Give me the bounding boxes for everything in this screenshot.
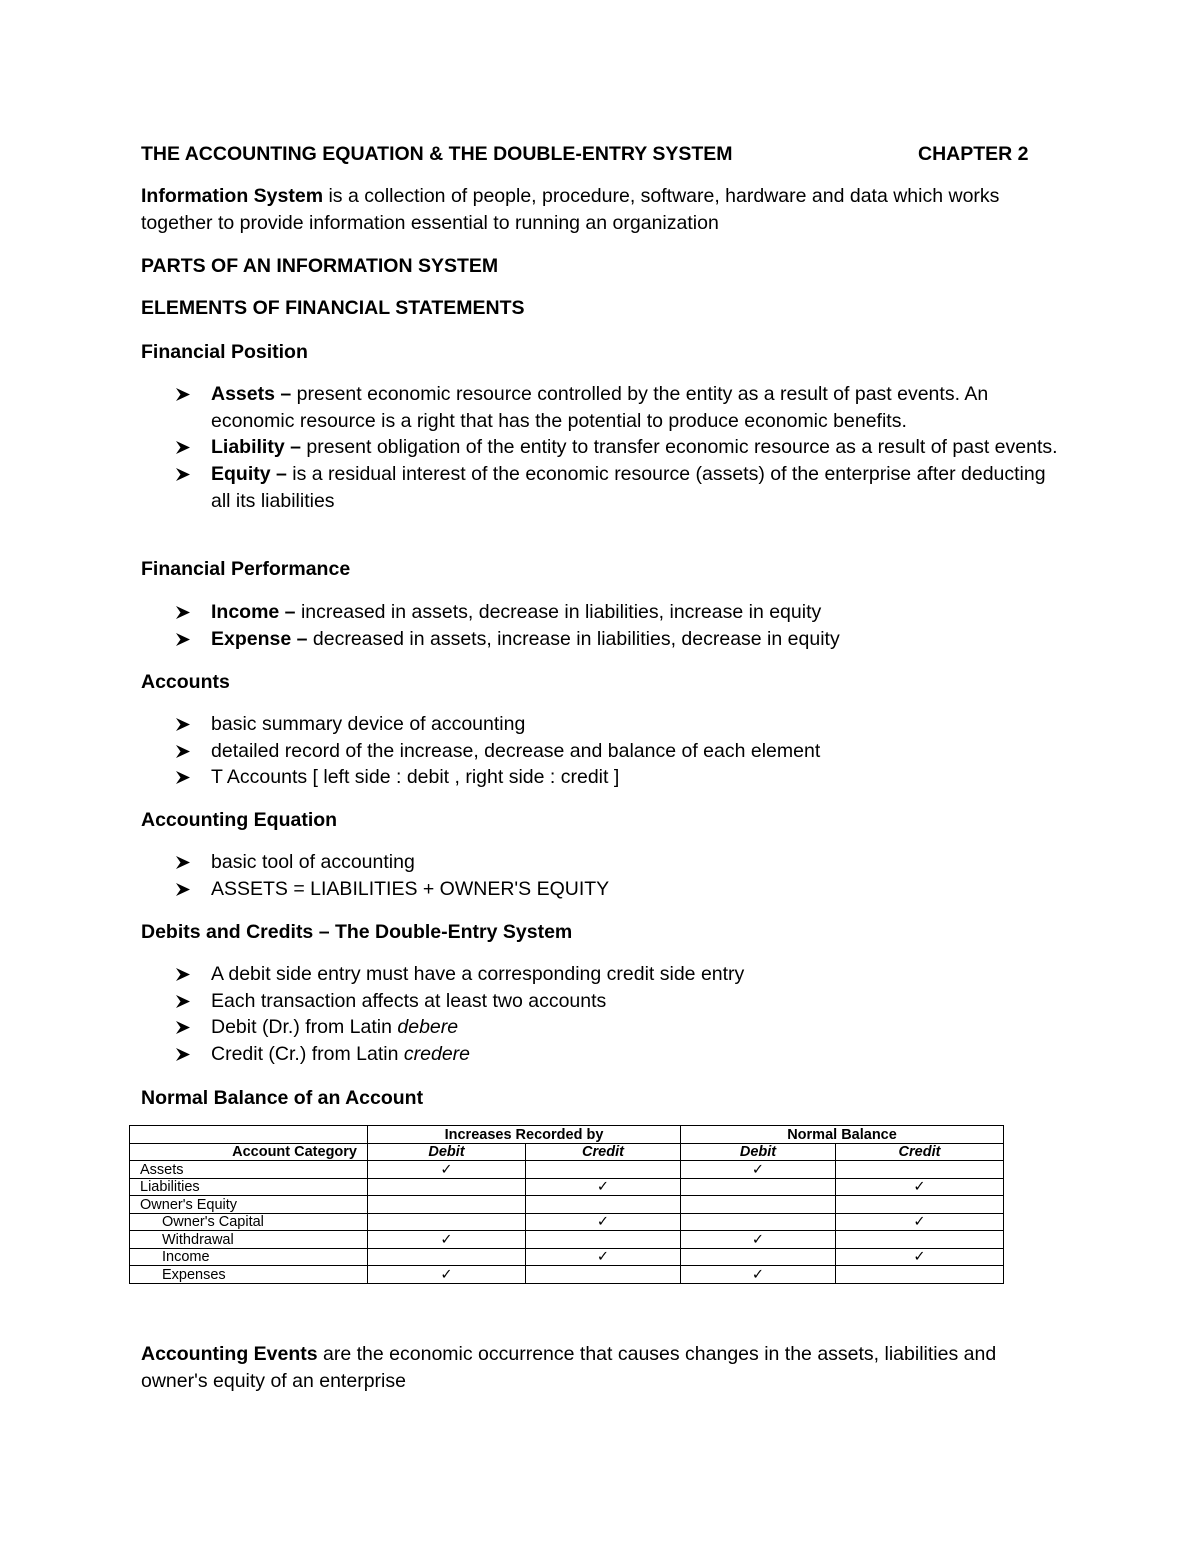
arrow-bullet-icon (175, 387, 191, 402)
accounting-events-definition (141, 1341, 1061, 1395)
list-item: detailed record of the increase, decrease and balance of each element (141, 738, 1061, 765)
table-row (130, 1266, 1004, 1284)
column-header-increase-debit: Debit (368, 1143, 526, 1161)
table-row (130, 1161, 1004, 1179)
heading-financial-position: Financial Position (141, 341, 308, 363)
table-row (130, 1248, 1004, 1266)
heading-elements: ELEMENTS OF FINANCIAL STATEMENTS (141, 297, 525, 319)
table-column-header-row (130, 1143, 1004, 1161)
heading-parts: PARTS OF AN INFORMATION SYSTEM (141, 255, 499, 277)
term-accounting-events: Accounting Events (141, 1343, 318, 1365)
list-item: basic tool of accounting (141, 849, 1061, 876)
term-information-system: Information System (141, 185, 324, 207)
check-mark: ✓ (681, 1161, 836, 1179)
check-mark: ✓ (368, 1161, 526, 1179)
arrow-bullet-icon (175, 994, 191, 1009)
check-mark (836, 1161, 1004, 1179)
empty-header-cell (130, 1126, 368, 1144)
check-mark: ✓ (836, 1248, 1004, 1266)
list-item: Liability – present obligation of the entity to transfer economic resource as a result of past events. (141, 434, 1061, 461)
arrow-bullet-icon (175, 1047, 191, 1062)
check-mark (368, 1248, 526, 1266)
row-label: Owner's Capital (130, 1213, 368, 1231)
financial-position-list (141, 381, 1061, 515)
heading-accounts: Accounts (141, 671, 230, 693)
heading-debits-credits: Debits and Credits – The Double-Entry System (141, 921, 573, 943)
row-label: Liabilities (130, 1178, 368, 1196)
accounting-equation-list (141, 849, 1061, 902)
check-mark: ✓ (368, 1266, 526, 1284)
table-row (130, 1213, 1004, 1231)
check-mark (526, 1231, 681, 1249)
check-mark: ✓ (526, 1178, 681, 1196)
row-label: Withdrawal (130, 1231, 368, 1249)
list-item: Expense – decreased in assets, increase in liabilities, decrease in equity (141, 626, 1061, 653)
check-mark: ✓ (681, 1231, 836, 1249)
heading-accounting-equation: Accounting Equation (141, 809, 338, 831)
information-system-definition (141, 183, 1061, 237)
list-item: Each transaction affects at least two accounts (141, 988, 1061, 1015)
arrow-bullet-icon (175, 1020, 191, 1035)
arrow-bullet-icon (175, 882, 191, 897)
heading-normal-balance: Normal Balance of an Account (141, 1087, 424, 1109)
row-label: Assets (130, 1161, 368, 1179)
list-item: Income – increased in assets, decrease in liabilities, increase in equity (141, 599, 1061, 626)
column-header-normal-debit: Debit (681, 1143, 836, 1161)
check-mark: ✓ (368, 1231, 526, 1249)
check-mark (681, 1196, 836, 1214)
check-mark (681, 1178, 836, 1196)
check-mark (526, 1266, 681, 1284)
arrow-bullet-icon (175, 632, 191, 647)
table-row (130, 1231, 1004, 1249)
table-group-header-row (130, 1126, 1004, 1144)
arrow-bullet-icon (175, 967, 191, 982)
arrow-bullet-icon (175, 605, 191, 620)
heading-financial-performance: Financial Performance (141, 558, 351, 580)
check-mark (836, 1266, 1004, 1284)
column-header-increase-credit: Credit (526, 1143, 681, 1161)
list-item: basic summary device of accounting (141, 711, 1061, 738)
definition-text: are the economic occurrence that causes changes in the assets, liabilities and owner's equity of an enterprise (141, 1343, 997, 1392)
check-mark (681, 1248, 836, 1266)
arrow-bullet-icon (175, 744, 191, 759)
column-header-normal-credit: Credit (836, 1143, 1004, 1161)
table-row (130, 1196, 1004, 1214)
list-item: T Accounts [ left side : debit , right side : credit ] (141, 764, 1061, 791)
check-mark: ✓ (836, 1213, 1004, 1231)
list-item: Equity – is a residual interest of the economic resource (assets) of the enterprise after deducting all its liabilities (141, 461, 1061, 514)
check-mark (526, 1196, 681, 1214)
financial-performance-list (141, 599, 1061, 652)
list-item: ASSETS = LIABILITIES + OWNER'S EQUITY (141, 876, 1061, 903)
list-item: Assets – present economic resource controlled by the entity as a result of past events. An economic resource is a right that has the potential to produce economic benefits. (141, 381, 1061, 434)
list-item: A debit side entry must have a corresponding credit side entry (141, 961, 1061, 988)
arrow-bullet-icon (175, 467, 191, 482)
check-mark: ✓ (836, 1178, 1004, 1196)
check-mark (368, 1213, 526, 1231)
check-mark (526, 1161, 681, 1179)
check-mark (368, 1178, 526, 1196)
document-title: THE ACCOUNTING EQUATION & THE DOUBLE-ENTRY SYSTEM (141, 143, 733, 165)
debits-credits-list (141, 961, 1061, 1068)
check-mark (681, 1213, 836, 1231)
group-header-normal-balance: Normal Balance (681, 1126, 1004, 1144)
normal-balance-table (129, 1125, 1004, 1284)
definition-text: is a collection of people, procedure, software, hardware and data which works together to provide information essential to running an organization (141, 185, 1000, 234)
chapter-label: CHAPTER 2 (918, 143, 1029, 165)
group-header-increases: Increases Recorded by (368, 1126, 681, 1144)
accounts-list (141, 711, 1061, 791)
check-mark: ✓ (681, 1266, 836, 1284)
list-item: Debit (Dr.) from Latin debere (141, 1014, 1061, 1041)
check-mark: ✓ (526, 1248, 681, 1266)
arrow-bullet-icon (175, 440, 191, 455)
check-mark (836, 1231, 1004, 1249)
list-item: Credit (Cr.) from Latin credere (141, 1041, 1061, 1068)
check-mark (368, 1196, 526, 1214)
arrow-bullet-icon (175, 770, 191, 785)
arrow-bullet-icon (175, 855, 191, 870)
row-label: Owner's Equity (130, 1196, 368, 1214)
row-label: Income (130, 1248, 368, 1266)
row-label: Expenses (130, 1266, 368, 1284)
arrow-bullet-icon (175, 717, 191, 732)
check-mark (836, 1196, 1004, 1214)
column-header-account-category: Account Category (130, 1143, 368, 1161)
table-row (130, 1178, 1004, 1196)
check-mark: ✓ (526, 1213, 681, 1231)
